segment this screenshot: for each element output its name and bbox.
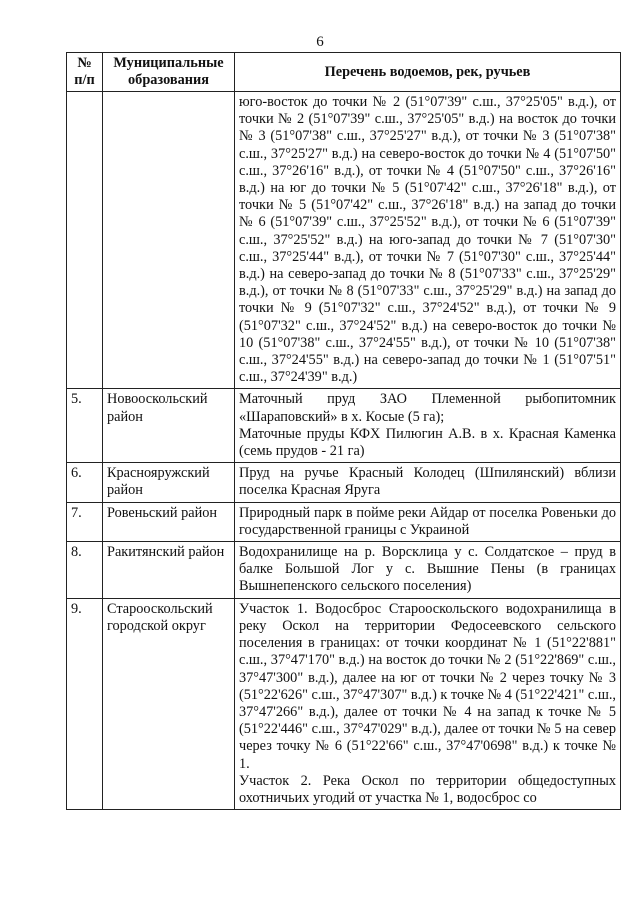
water-bodies-table: [66, 52, 621, 810]
list-paragraph: юго-восток до точки № 2 (51°07'39" с.ш., 37°25'05" в.д.), от точки № 2 (51°07'39" с.ш., 37°25'05" в.д.) на восток до точки № 3 (51°07'38" с.ш., 37°25'27" в.д.), от точки № 3 (51°07'38" с.ш., 37°25'27" в.д.) на северо-восток до точки № 4 (51°07'50" с.ш., 37°26'16" в.д.), от точки № 4 (51°07'50" с.ш., 37°26'16" в.д.) на юг до точки № 5 (51°07'42" с.ш., 37°26'18" в.д.), от точки № 5 (51°07'42" с.ш., 37°26'18" в.д.) на запад до точки № 6 (51°07'39" с.ш., 37°25'52" в.д.), от точки № 6 (51°07'39" с.ш., 37°25'52" в.д.) на юго-запад до точки № 7 (51°07'30" с.ш., 37°25'44" в.д.), от точки № 7 (51°07'30" с.ш., 37°25'44" в.д.) на северо-запад до точки № 8 (51°07'33" с.ш., 37°25'29" в.д.), от точки № 8 (51°07'33" с.ш., 37°25'29" в.д.) на запад до точки № 9 (51°07'32" с.ш., 37°24'52" в.д.), от точки № 9 (51°07'32" с.ш., 37°24'52" в.д.) на северо-восток до точки № 10 (51°07'38" с.ш., 37°24'55" в.д.), от точки № 10 (51°07'38" с.ш., 37°24'55" в.д.) на северо-запад до точки № 1 (51°07'51" с.ш., 37°24'39" в.д.): [239, 94, 616, 386]
water-bodies-list: [235, 542, 621, 599]
list-paragraph: Участок 1. Водосброс Старооскольского водохранилища в реку Оскол на территории Федосеевского сельского поселения в границах: от точки координат № 1 (51°22'881" с.ш., 37°47'170" в.д.) на восток до точки № 2 (51°22'869" с.ш., 37°47'300" в.д.), далее на юг от точки № 2 через точку № 3 (51°22'626" с.ш., 37°47'307" в.д.) к точке № 4 (51°22'421" с.ш., 37°47'266" в.д.), далее от точки № 4 на запад к точке № 5 (51°22'446" с.ш., 37°47'029" в.д.), далее от точки № 5 на север через точку № 6 (51°22'66" с.ш., 37°47'0698" в.д.) к точке № 1.: [239, 600, 616, 772]
row-number: 6.: [67, 463, 103, 502]
table-row: [67, 92, 621, 389]
municipality-name: [103, 92, 235, 389]
header-list: Перечень водоемов, рек, ручьев: [235, 53, 621, 92]
header-municipality: Муниципальные образования: [103, 53, 235, 92]
table-row: [67, 389, 621, 463]
list-paragraph: Маточные пруды КФХ Пилюгин А.В. в х. Красная Каменка (семь прудов - 21 га): [239, 425, 616, 460]
table-row: [67, 598, 621, 809]
water-bodies-list: [235, 502, 621, 541]
municipality-name: Ровеньский район: [103, 502, 235, 541]
row-number: 7.: [67, 502, 103, 541]
row-number: [67, 92, 103, 389]
water-bodies-list: [235, 92, 621, 389]
table-row: [67, 502, 621, 541]
table-row: [67, 463, 621, 502]
water-bodies-list: [235, 598, 621, 809]
municipality-name: Новооскольский район: [103, 389, 235, 463]
table-row: [67, 542, 621, 599]
list-paragraph: Пруд на ручье Красный Колодец (Шпилянский) вблизи поселка Красная Яруга: [239, 465, 616, 499]
header-num: № п/п: [67, 53, 103, 92]
municipality-name: Ракитянский район: [103, 542, 235, 599]
list-paragraph: Природный парк в пойме реки Айдар от поселка Ровеньки до государственной границы с Украиной: [239, 504, 616, 538]
row-number: 5.: [67, 389, 103, 463]
list-paragraph: Участок 2. Река Оскол по территории общедоступных охотничьих угодий от участка № 1, водосброс со: [239, 772, 616, 806]
municipality-name: Старооскольский городской округ: [103, 598, 235, 809]
water-bodies-list: [235, 463, 621, 502]
municipality-name: Краснояружский район: [103, 463, 235, 502]
row-number: 8.: [67, 542, 103, 599]
list-paragraph: Маточный пруд ЗАО Племенной рыбопитомник «Шараповский» в х. Косые (5 га);: [239, 391, 616, 425]
water-bodies-list: [235, 389, 621, 463]
page-number: 6: [316, 34, 324, 50]
row-number: 9.: [67, 598, 103, 809]
list-paragraph: Водохранилище на р. Ворсклица у с. Солдатское – пруд в балке Большой Лог у с. Вышние Пены (в границах Вышнепенского сельского поселения): [239, 544, 616, 595]
table-header-row: [67, 53, 621, 92]
